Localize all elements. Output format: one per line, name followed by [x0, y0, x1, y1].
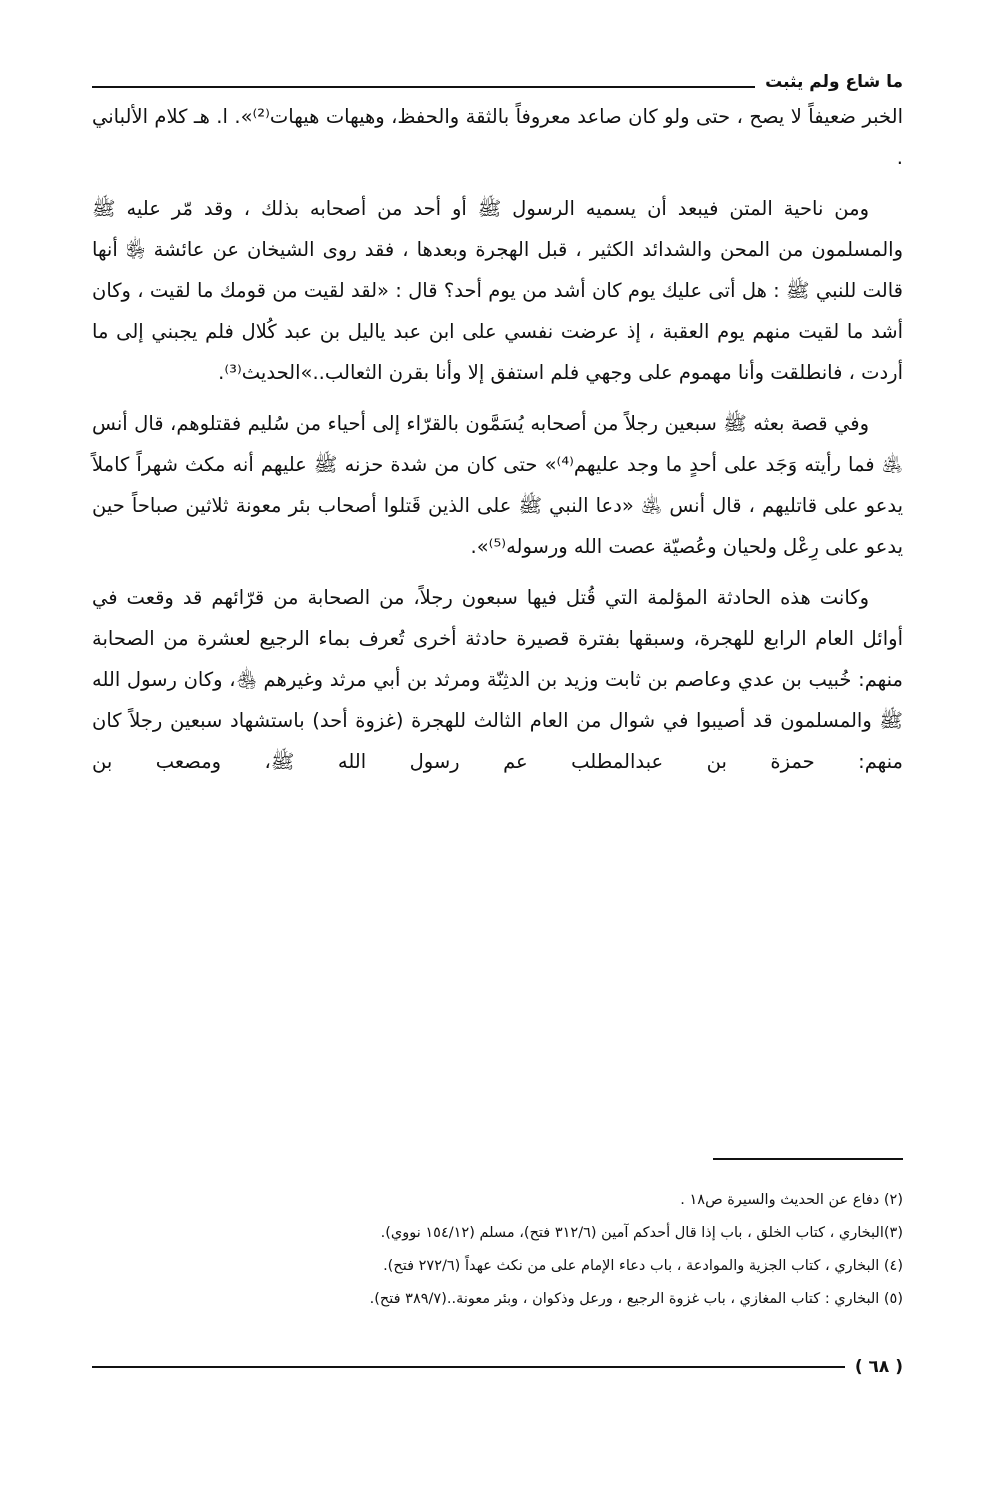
footer-rule: [92, 1366, 845, 1368]
running-header: [92, 58, 903, 92]
body-text: [92, 96, 903, 792]
page-number: ( ٦٨ ): [854, 1357, 903, 1377]
footnote-4: (٤) البخاري ، كتاب الجزية والموادعة ، باب دعاء الإمام على من نكث عهداً (٢٧٢/٦ فتح).: [383, 1258, 903, 1274]
footnote-2: (٢) دفاع عن الحديث والسيرة ص١٨ .: [680, 1192, 903, 1208]
footnote-separator: [713, 1158, 903, 1160]
paragraph-1: الخبر ضعيفاً لا يصح ، حتى ولو كان صاعد معروفاً بالثقة والحفظ، وهيهات هيهات⁽²⁾». ا. هـ كلام الألباني .: [92, 105, 903, 169]
page-footer: [92, 1352, 903, 1382]
footnote-5: (٥) البخاري : كتاب المغازي ، باب غزوة الرجيع ، ورعل وذكوان ، وبئر معونة..(٣٨٩/٧ فتح).: [369, 1291, 903, 1307]
running-header-title: ما شاع ولم يثبت: [765, 72, 903, 92]
footnotes: [92, 1184, 903, 1316]
footnote-3: (٣)البخاري ، كتاب الخلق ، باب إذا قال أحدكم آمين (٣١٢/٦ فتح)، مسلم (١٥٤/١٢ نووي).: [380, 1225, 903, 1241]
paragraph-3: وفي قصة بعثه ﷺ سبعين رجلاً من أصحابه يُسَمَّون بالقرّاء إلى أحياء من سُليم فقتلوهم، قال أنس ﵁ فما رأيته وَجَد على أحدٍ ما وجد عليهم⁽⁴⁾» حتى كان من شدة حزنه ﷺ عليهم أنه مكث شهراً كاملاً يدعو على قاتليهم ، قال أنس ﵁ «دعا النبي ﷺ على الذين قَتلوا أصحاب بئر معونة ثلاثين صباحاً حين يدعو على رِعْل ولحيان وعُصيّة عصت الله ورسوله⁽⁵⁾».: [92, 412, 903, 558]
paragraph-2: ومن ناحية المتن فيبعد أن يسميه الرسول ﷺ أو أحد من أصحابه بذلك ، وقد مّر عليه ﷺ والمسلمون من المحن والشدائد الكثير ، قبل الهجرة وبعدها ، فقد روى الشيخان عن عائشة ﵂ أنها قالت للنبي ﷺ : هل أتى عليك يوم كان أشد من يوم أحد؟ قال : «لقد لقيت من قومك ما لقيت ، وكان أشد ما لقيت منهم يوم العقبة ، إذ عرضت نفسي على ابن عبد ياليل بن عبد كُلال فلم يجبني إلى ما أردت ، فانطلقت وأنا مهموم على وجهي فلم استفق إلا وأنا بقرن الثعالب..»الحديث⁽³⁾.: [92, 197, 903, 384]
header-rule: [92, 86, 755, 88]
paragraph-4: وكانت هذه الحادثة المؤلمة التي قُتل فيها سبعون رجلاً، من الصحابة من قرّائهم قد وقعت في أوائل العام الرابع للهجرة، وسبقها بفترة قصيرة حادثة أخرى تُعرف بماء الرجيع لعشرة من الصحابة منهم: خُبيب بن عدي وعاصم بن ثابت وزيد بن الدثِنّة ومرثد بن أبي مرثد وغيرهم ﵃، وكان رسول الله ﷺ والمسلمون قد أصيبوا في شوال من العام الثالث للهجرة (غزوة أحد) باستشهاد سبعين رجلاً كان منهم: حمزة بن عبدالمطلب عم رسول الله ﷺ، ومصعب بن: [92, 586, 903, 773]
